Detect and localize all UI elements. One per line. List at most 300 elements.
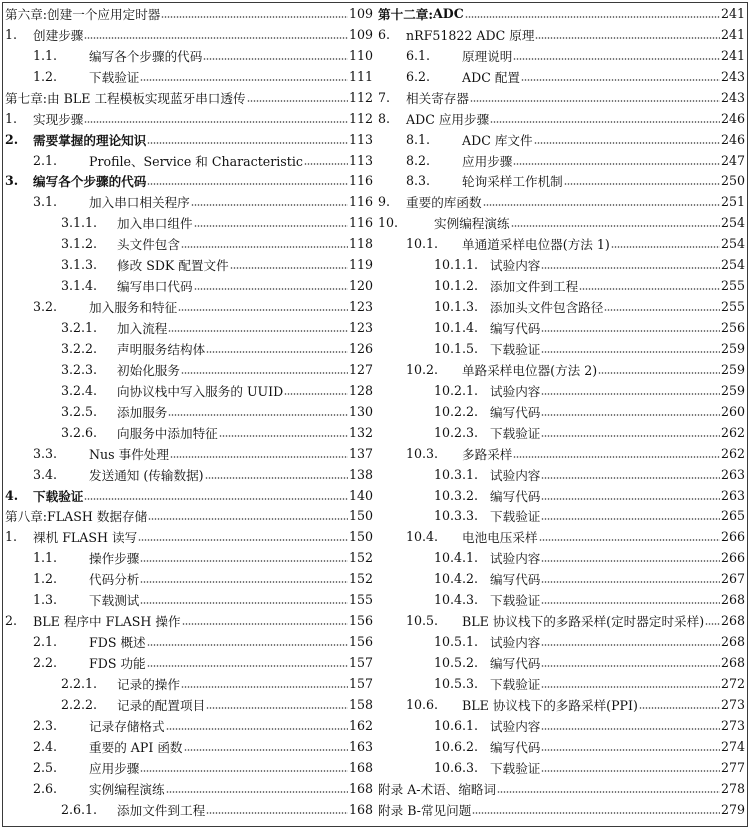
toc-entry-page: 140 <box>348 487 373 503</box>
toc-entry-page: 255 <box>720 278 745 294</box>
toc-entry-title: 下载验证 <box>490 341 541 357</box>
toc-entry-title: 试验内容 <box>490 635 541 651</box>
toc-entry-number: 10.2.2. <box>434 403 479 419</box>
toc-entry[interactable] <box>378 485 745 506</box>
toc-entry-number: 3.4. <box>33 466 58 482</box>
toc-entry-number: 10.4. <box>406 529 439 545</box>
toc-entry-number: 10.2.1. <box>434 382 479 398</box>
toc-entry-page: 155 <box>348 592 373 608</box>
dot-leader <box>705 623 720 625</box>
toc-entry-page: 268 <box>720 655 745 671</box>
toc-entry-title: FDS 功能 <box>89 656 146 672</box>
toc-entry-title: 下载测试 <box>89 593 140 609</box>
toc-entry[interactable] <box>5 380 373 401</box>
toc-entry-number: 4. <box>5 487 19 503</box>
toc-entry[interactable] <box>5 464 373 485</box>
dot-leader <box>147 142 348 144</box>
toc-entry-number: 1.1. <box>33 47 58 63</box>
toc-entry-page: 268 <box>720 634 745 650</box>
toc-entry-number: 第六章: <box>5 6 48 22</box>
toc-entry-page: 156 <box>348 634 373 650</box>
toc-entry[interactable] <box>378 380 745 401</box>
toc-entry-page: 118 <box>348 236 373 252</box>
toc-entry-number: 3.2.1. <box>61 320 98 336</box>
dot-leader <box>541 665 720 667</box>
toc-entry[interactable] <box>378 422 745 443</box>
toc-entry-number: 10.5.1. <box>434 634 479 650</box>
toc-entry-page: 116 <box>348 173 373 189</box>
toc-entry-page: 168 <box>348 759 373 775</box>
toc-entry-number: 附录 B- <box>378 802 421 818</box>
toc-entry-title: 添加头文件包含路径 <box>490 300 604 316</box>
toc-entry[interactable] <box>5 66 373 87</box>
toc-entry-title: 常见问题 <box>420 802 472 818</box>
toc-entry-number: 2.2.1. <box>61 675 98 691</box>
toc-entry[interactable] <box>378 673 745 694</box>
toc-entry[interactable] <box>378 45 745 66</box>
dot-leader <box>203 58 348 60</box>
dot-leader <box>611 246 720 248</box>
toc-entry[interactable] <box>5 129 373 150</box>
toc-entry-title: 编写串口代码 <box>117 279 193 295</box>
toc-entry-title: 创建一个应用定时器 <box>47 6 161 22</box>
dot-leader <box>147 183 348 185</box>
dot-leader <box>541 498 720 500</box>
toc-entry-page: 259 <box>720 382 745 398</box>
dot-leader <box>205 477 348 479</box>
toc-entry-title: 原理说明 <box>462 48 513 64</box>
toc-entry-title: 裸机 FLASH 读写 <box>33 530 138 546</box>
dot-leader <box>170 456 348 458</box>
toc-entry-number: 3. <box>5 173 19 189</box>
toc-entry-title: BLE 协议栈下的多路采样(定时器定时采样) <box>462 614 705 630</box>
toc-entry-title: 加入串口组件 <box>117 216 193 232</box>
toc-entry-page: 265 <box>720 508 745 524</box>
toc-entry-title: 代码分析 <box>89 572 140 588</box>
toc-entry[interactable] <box>378 757 745 778</box>
toc-entry-title: 加入串口相关程序 <box>89 195 190 211</box>
toc-entry[interactable] <box>378 171 745 192</box>
toc-entry-page: 241 <box>720 47 745 63</box>
dot-leader <box>166 791 348 793</box>
toc-entry-page: 123 <box>348 320 373 336</box>
toc-entry-page: 273 <box>720 717 745 733</box>
toc-entry[interactable] <box>5 296 373 317</box>
toc-entry[interactable] <box>5 715 373 736</box>
toc-entry-page: 138 <box>348 466 373 482</box>
toc-entry[interactable] <box>378 108 745 129</box>
toc-entry-title: 实例编程演练 <box>89 781 165 797</box>
dot-leader <box>639 707 720 709</box>
toc-entry-page: 277 <box>720 759 745 775</box>
toc-entry-number: 3.1.1. <box>61 215 98 231</box>
toc-entry-number: 10.5.2. <box>434 655 479 671</box>
toc-entry-title: 编写各个步骤的代码 <box>89 48 203 64</box>
toc-entry-number: 10.1. <box>406 236 439 252</box>
toc-entry-number: 2.2. <box>33 655 58 671</box>
toc-entry[interactable] <box>378 568 745 589</box>
toc-entry[interactable] <box>5 401 373 422</box>
toc-entry-page: 123 <box>348 299 373 315</box>
toc-entry[interactable] <box>5 87 373 108</box>
toc-entry[interactable] <box>5 610 373 631</box>
toc-entry-title: 实例编程演练 <box>434 216 510 232</box>
dot-leader <box>541 749 720 751</box>
toc-entry-number: 10.6.1. <box>434 717 479 733</box>
toc-entry[interactable] <box>378 526 745 547</box>
toc-entry-title: 应用步骤 <box>462 153 513 169</box>
toc-entry-page: 273 <box>720 696 745 712</box>
toc-entry[interactable] <box>378 547 745 568</box>
toc-entry-title: 编写代码 <box>490 488 541 504</box>
toc-entry-page: 162 <box>348 717 373 733</box>
toc-entry-page: 246 <box>720 131 745 147</box>
toc-entry[interactable] <box>378 191 745 212</box>
toc-entry[interactable] <box>378 275 745 296</box>
toc-entry-number: 10.3.2. <box>434 487 479 503</box>
dot-leader <box>541 602 720 604</box>
toc-entry-page: 116 <box>348 215 373 231</box>
dot-leader <box>541 267 720 269</box>
toc-entry-title: 操作步骤 <box>89 551 140 567</box>
toc-entry[interactable] <box>5 652 373 673</box>
toc-entry-title: Nus 事件处理 <box>89 446 169 462</box>
toc-entry[interactable] <box>5 422 373 443</box>
toc-entry-number: 3.2.6. <box>61 424 98 440</box>
toc-entry-page: 157 <box>348 675 373 691</box>
dot-leader <box>541 393 720 395</box>
toc-entry[interactable] <box>5 485 373 506</box>
toc-entry[interactable] <box>5 3 373 24</box>
dot-leader <box>564 183 720 185</box>
toc-entry-number: 3.1.2. <box>61 236 98 252</box>
toc-entry[interactable] <box>5 338 373 359</box>
toc-entry-title: 实现步骤 <box>33 111 84 127</box>
dot-leader <box>541 644 720 646</box>
toc-entry-number: 6. <box>378 26 391 42</box>
toc-entry-page: 254 <box>720 257 745 273</box>
toc-entry-title: 编写代码 <box>490 739 541 755</box>
toc-entry-number: 10.4.3. <box>434 592 479 608</box>
toc-entry[interactable] <box>378 778 745 799</box>
dot-leader <box>541 770 720 772</box>
dot-leader <box>138 539 348 541</box>
toc-entry-title: 应用步骤 <box>89 760 140 776</box>
toc-entry-title: 记录存储格式 <box>89 718 165 734</box>
toc-entry[interactable] <box>378 443 745 464</box>
toc-entry-number: 3.1. <box>33 194 58 210</box>
toc-entry-number: 3.2.5. <box>61 403 98 419</box>
dot-leader <box>497 791 720 793</box>
toc-entry-page: 272 <box>720 675 745 691</box>
toc-entry[interactable] <box>378 254 745 275</box>
toc-entry-page: 243 <box>720 68 745 84</box>
dot-leader <box>483 204 720 206</box>
toc-entry-page: 263 <box>720 466 745 482</box>
toc-entry-page: 254 <box>720 236 745 252</box>
toc-entry-number: 6.1. <box>406 47 431 63</box>
toc-entry[interactable] <box>5 799 373 820</box>
toc-entry[interactable] <box>5 506 373 527</box>
toc-entry-number: 10.2.3. <box>434 424 479 440</box>
dot-leader <box>140 560 348 562</box>
toc-entry-number: 1.2. <box>33 68 58 84</box>
toc-entry[interactable] <box>378 150 745 171</box>
toc-entry-title: 发送通知 (传输数据) <box>89 467 204 483</box>
toc-entry[interactable] <box>5 150 373 171</box>
toc-entry-title: 添加文件到工程 <box>490 279 579 295</box>
toc-entry-title: 单通道采样电位器(方法 1) <box>462 237 610 253</box>
toc-entry[interactable] <box>5 45 373 66</box>
toc-entry-title: BLE 程序中 FLASH 操作 <box>33 614 181 630</box>
toc-entry-page: 126 <box>348 340 373 356</box>
toc-entry-number: 10. <box>378 215 399 231</box>
toc-entry-title: 重要的 API 函数 <box>89 739 183 755</box>
toc-entry-title: ADC <box>433 5 464 21</box>
toc-entry-number: 10.1.2. <box>434 278 479 294</box>
toc-entry-title: 试验内容 <box>490 551 541 567</box>
toc-entry-page: 158 <box>348 696 373 712</box>
toc-entry[interactable] <box>378 233 745 254</box>
toc-entry[interactable] <box>5 317 373 338</box>
toc-entry[interactable] <box>5 673 373 694</box>
toc-entry[interactable] <box>5 526 373 547</box>
toc-entry-page: 168 <box>348 801 373 817</box>
toc-entry-number: 10.5. <box>406 613 439 629</box>
toc-entry[interactable] <box>378 506 745 527</box>
toc-entry-number: 2. <box>5 613 18 629</box>
dot-leader <box>206 707 348 709</box>
toc-entry[interactable] <box>378 652 745 673</box>
dot-leader <box>230 267 348 269</box>
toc-entry-page: 130 <box>348 403 373 419</box>
toc-entry-number: 3.1.3. <box>61 257 98 273</box>
toc-entry-page: 116 <box>348 194 373 210</box>
toc-entry-number: 10.3.1. <box>434 466 479 482</box>
toc-entry[interactable] <box>5 443 373 464</box>
dot-leader <box>178 309 348 311</box>
dot-leader <box>472 812 720 814</box>
dot-leader <box>604 309 720 311</box>
toc-entry-page: 156 <box>348 613 373 629</box>
toc-entry-number: 10.4.1. <box>434 550 479 566</box>
toc-entry-number: 2.1. <box>33 634 58 650</box>
toc-entry-title: ADC 应用步骤 <box>406 111 490 127</box>
toc-entry[interactable] <box>5 589 373 610</box>
toc-entry-title: 需要掌握的理论知识 <box>33 132 147 148</box>
toc-entry-title: 记录的配置项目 <box>117 697 206 713</box>
toc-entry-title: 多路采样 <box>462 446 513 462</box>
toc-entry-title: 试验内容 <box>490 383 541 399</box>
toc-entry-page: 113 <box>348 152 373 168</box>
toc-entry-title: 试验内容 <box>490 718 541 734</box>
toc-entry-page: 168 <box>348 780 373 796</box>
toc-entry-number: 10.6. <box>406 696 439 712</box>
toc-entry-number: 6.2. <box>406 68 431 84</box>
toc-entry[interactable] <box>378 87 745 108</box>
toc-entry-number: 3.1.4. <box>61 278 98 294</box>
toc-entry-title: 重要的库函数 <box>406 195 482 211</box>
dot-leader <box>84 121 348 123</box>
toc-left-column <box>5 3 373 820</box>
toc-entry-title: 初始化服务 <box>117 362 180 378</box>
toc-entry[interactable] <box>378 3 745 24</box>
toc-entry-page: 263 <box>720 487 745 503</box>
toc-entry-title: 编写各个步骤的代码 <box>33 174 147 190</box>
dot-leader <box>304 163 348 165</box>
dot-leader <box>465 16 720 18</box>
toc-entry-page: 262 <box>720 445 745 461</box>
dot-leader <box>470 100 720 102</box>
toc-entry-page: 274 <box>720 738 745 754</box>
toc-entry[interactable] <box>378 401 745 422</box>
toc-entry[interactable] <box>5 171 373 192</box>
toc-entry-page: 254 <box>720 215 745 231</box>
toc-entry[interactable] <box>378 694 745 715</box>
dot-leader <box>182 623 348 625</box>
toc-entry-page: 127 <box>348 361 373 377</box>
dot-leader <box>598 372 720 374</box>
toc-entry-number: 10.6.3. <box>434 759 479 775</box>
dot-leader <box>541 518 720 520</box>
toc-entry-page: 256 <box>720 320 745 336</box>
toc-entry-title: 下载验证 <box>490 676 541 692</box>
toc-entry-page: 163 <box>348 738 373 754</box>
toc-entry-title: 修改 SDK 配置文件 <box>117 258 229 274</box>
toc-entry[interactable] <box>5 568 373 589</box>
toc-entry-number: 10.6.2. <box>434 738 479 754</box>
toc-entry-number: 10.1.5. <box>434 340 479 356</box>
toc-entry[interactable] <box>5 694 373 715</box>
toc-entry-title: 编写代码 <box>490 656 541 672</box>
toc-entry-number: 2.5. <box>33 759 58 775</box>
dot-leader <box>181 686 348 688</box>
toc-entry-title: 记录的操作 <box>117 676 180 692</box>
dot-leader <box>539 539 720 541</box>
dot-leader <box>490 121 720 123</box>
toc-entry-title: FLASH 数据存储 <box>47 509 148 525</box>
toc-entry[interactable] <box>378 24 745 45</box>
toc-entry[interactable] <box>378 338 745 359</box>
dot-leader <box>541 351 720 353</box>
toc-entry-number: 3.2.2. <box>61 340 98 356</box>
toc-entry-number: 2. <box>5 131 19 147</box>
toc-entry[interactable] <box>378 631 745 652</box>
toc-entry[interactable] <box>5 108 373 129</box>
toc-entry-page: 251 <box>720 194 745 210</box>
toc-entry[interactable] <box>378 66 745 87</box>
dot-leader <box>219 435 348 437</box>
dot-leader <box>541 560 720 562</box>
dot-leader <box>181 372 348 374</box>
toc-entry-title: 下载验证 <box>33 488 84 504</box>
toc-entry[interactable] <box>5 212 373 233</box>
toc-entry-title: 添加服务 <box>117 404 168 420</box>
toc-entry-title: 向服务中添加特征 <box>117 425 218 441</box>
dot-leader <box>161 16 348 18</box>
toc-entry-number: 8.1. <box>406 131 431 147</box>
dot-leader <box>541 435 720 437</box>
dot-leader <box>84 498 348 500</box>
toc-entry-number: 3.2. <box>33 299 58 315</box>
toc-entry-page: 109 <box>348 5 373 21</box>
toc-entry[interactable] <box>5 24 373 45</box>
dot-leader <box>513 456 720 458</box>
toc-entry[interactable] <box>5 757 373 778</box>
toc-entry-page: 260 <box>720 403 745 419</box>
toc-entry-title: 电池电压采样 <box>462 530 538 546</box>
toc-entry[interactable] <box>5 254 373 275</box>
toc-entry-number: 10.2. <box>406 361 439 377</box>
dot-leader <box>521 79 720 81</box>
toc-entry-number: 10.1.3. <box>434 299 479 315</box>
toc-entry[interactable] <box>378 464 745 485</box>
toc-entry-page: 279 <box>720 801 745 817</box>
toc-entry-number: 3.2.4. <box>61 382 98 398</box>
toc-entry[interactable] <box>5 547 373 568</box>
toc-entry-page: 132 <box>348 424 373 440</box>
toc-entry-title: ADC 库文件 <box>462 132 533 148</box>
toc-entry[interactable] <box>378 317 745 338</box>
toc-entry-number: 2.3. <box>33 717 58 733</box>
toc-entry-number: 8.2. <box>406 152 431 168</box>
toc-entry[interactable] <box>5 233 373 254</box>
toc-entry-title: Profile、Service 和 Characteristic <box>89 153 303 169</box>
toc-entry-number: 2.2.2. <box>61 696 98 712</box>
dot-leader <box>206 812 348 814</box>
toc-entry[interactable] <box>378 610 745 631</box>
toc-entry-number: 第十二章: <box>378 6 434 22</box>
toc-entry[interactable] <box>5 191 373 212</box>
toc-entry-number: 9. <box>378 194 391 210</box>
toc-entry[interactable] <box>378 359 745 380</box>
toc-entry[interactable] <box>378 799 745 820</box>
toc-entry-number: 1.1. <box>33 550 58 566</box>
toc-entry-page: 255 <box>720 299 745 315</box>
dot-leader <box>247 100 348 102</box>
toc-entry-page: 266 <box>720 550 745 566</box>
toc-entry-number: 10.3.3. <box>434 508 479 524</box>
toc-entry-page: 268 <box>720 613 745 629</box>
toc-entry[interactable] <box>5 631 373 652</box>
toc-entry[interactable] <box>378 589 745 610</box>
dot-leader <box>541 686 720 688</box>
toc-entry[interactable] <box>5 359 373 380</box>
toc-entry[interactable] <box>5 275 373 296</box>
toc-entry-title: 试验内容 <box>490 258 541 274</box>
toc-entry[interactable] <box>5 736 373 757</box>
dot-leader <box>147 644 348 646</box>
dot-leader <box>194 288 348 290</box>
toc-entry[interactable] <box>378 212 745 233</box>
toc-entry-number: 10.5.3. <box>434 675 479 691</box>
dot-leader <box>168 330 348 332</box>
toc-entry-page: 262 <box>720 424 745 440</box>
dot-leader <box>184 749 348 751</box>
toc-entry-number: 2.6.1. <box>61 801 98 817</box>
toc-entry[interactable] <box>378 129 745 150</box>
toc-entry[interactable] <box>378 736 745 757</box>
toc-entry[interactable] <box>378 296 745 317</box>
toc-entry-page: 112 <box>348 89 373 105</box>
toc-entry-page: 278 <box>720 780 745 796</box>
toc-entry-number: 2.4. <box>33 738 58 754</box>
dot-leader <box>140 770 348 772</box>
dot-leader <box>284 393 348 395</box>
dot-leader <box>140 79 348 81</box>
toc-entry[interactable] <box>378 715 745 736</box>
toc-entry[interactable] <box>5 778 373 799</box>
